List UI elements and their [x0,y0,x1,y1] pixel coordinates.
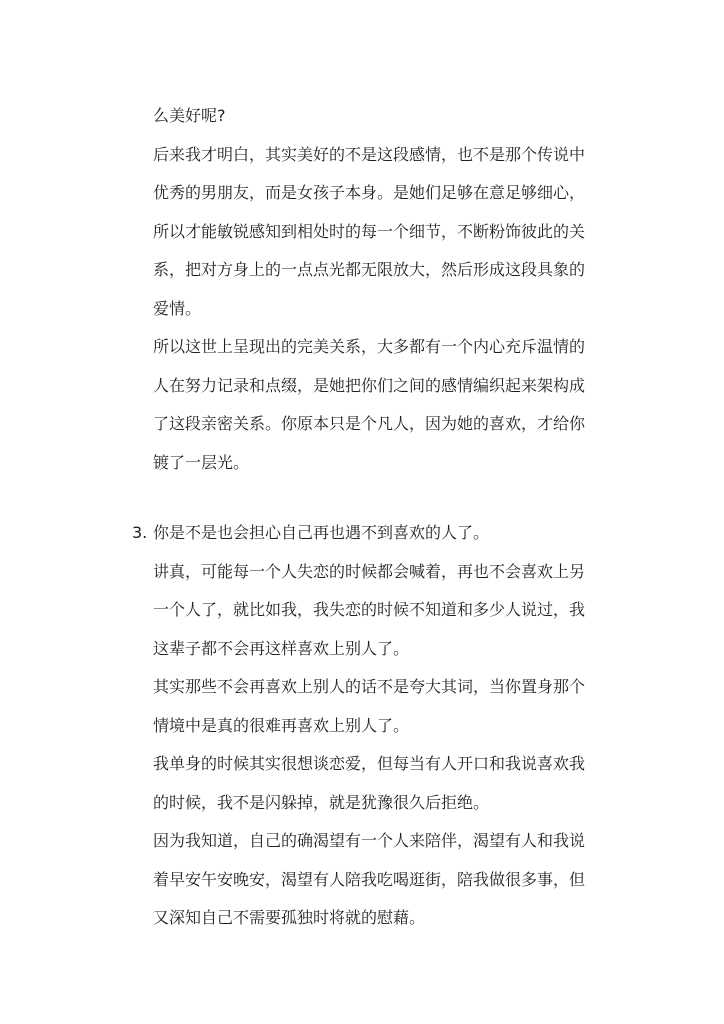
paragraph [153,553,623,669]
text-line: 爱情。 [153,298,202,318]
text-line: 其实那些不会再喜欢上别人的话不是夸大其词，当你置身那个 [153,677,586,696]
text-line: 情境中是真的很难再喜欢上别人了。 [153,715,410,735]
text-line: 我单身的时候其实很想谈恋爱，但每当有人开口和我说喜欢我 [153,754,586,773]
text-line: 了这段亲密关系。你原本只是个凡人，因为她的喜欢，才给你 [153,414,586,433]
text-line: 讲真，可能每一个人失恋的时候都会喊着，再也不会喜欢上另 [153,561,586,581]
paragraph [153,136,623,329]
text-block-section-3 [153,514,623,938]
text-line: 这辈子都不会再这样喜欢上别人了。 [153,638,410,658]
text-line: 么美好呢? [153,106,226,125]
text-line: 人在努力记录和点缀，是她把你们之间的感情编织起来架构成 [153,375,586,395]
text-line: 所以这世上呈现出的完美关系，大多都有一个内心充斥温情的 [153,337,586,356]
list-number: 3. [132,523,148,542]
paragraph [153,745,623,822]
text-line: 优秀的男朋友，而是女孩子本身。是她们足够在意足够细心， [153,183,586,202]
text-line: 的时候，我不是闪躲掉，就是犹豫很久后拒绝。 [153,792,490,812]
text-line: 系，把对方身上的一点点光都无限放大，然后形成这段具象的 [153,260,586,279]
text-line: 所以才能敏锐感知到相处时的每一个细节，不断粉饰彼此的关 [153,221,586,241]
paragraph [153,328,623,482]
paragraph [153,668,623,745]
paragraph [153,822,623,938]
text-line: 因为我知道，自己的确渴望有一个人来陪伴，渴望有人和我说 [153,831,586,850]
text-line: 着早安午安晚安，渴望有人陪我吃喝逛街，陪我做很多事，但 [153,869,586,889]
heading-line: 你是不是也会担心自己再也遇不到喜欢的人了。 [153,523,490,542]
text-line: 一个人了，就比如我，我失恋的时候不知道和多少人说过，我 [153,600,586,619]
section-heading [153,514,623,553]
text-line: 又深知自己不需要孤独时将就的慰藉。 [153,908,426,927]
text-block-top [153,97,623,482]
text-line: 镀了一层光。 [153,452,250,472]
paragraph [153,97,623,136]
text-line: 后来我才明白，其实美好的不是这段感情，也不是那个传说中 [153,144,586,164]
